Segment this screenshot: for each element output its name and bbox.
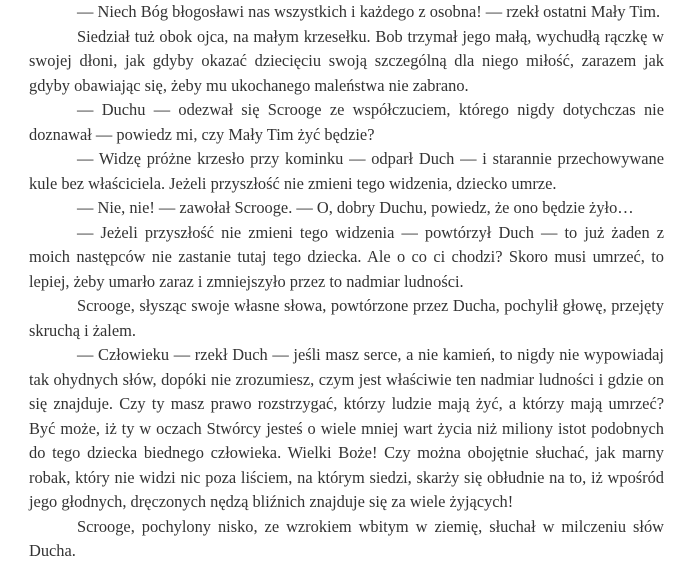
paragraph-clipped-continuation: Scrooge, pochylony nisko, ze wzrokiem wbitym w ziemię, słuchał w milczeniu słów Ducha. (29, 516, 664, 560)
paragraph-ghost-rebuke: — Człowieku — rzekł Duch — jeśli masz serce, a nie kamień, to nigdy nie wypowiadaj tak ohydnych słów, dopóki nie zrozumiesz, czym jest właściwie ten nadmiar ludności i gdzie on się znajduje. Czy ty masz prawo rozstrzygać, którzy ludzie mają żyć, a którzy mają umrzeć? Być może, iż ty w oczach Stwórcy jesteś o wiele mniej wart życia niż miliony istot podobnych do tego dziecka biednego człowieka. Wielki Boże! Czy można obojętnie słuchać, jak marny robak, który nie widzi nic poza liściem, na którym siedzi, skarży się obłudnie na to, iż wpośród jego głodnych, dręczonych nędzą bliźnich znajduje się za wiele żyjących! (29, 345, 664, 511)
paragraph-tim-beside-father: Siedział tuż obok ojca, na małym krzesełku. Bob trzymał jego małą, wychudłą rączkę w swojej dłoni, jak gdyby okazać dziecięciu swoją szczególną dla niego miłość, zarazem jak gdyby obawiając się, żeby mu ukochanego maleństwa nie zabrano. (29, 26, 664, 95)
paragraph-scrooge-pleads: — Nie, nie! — zawołał Scrooge. — O, dobry Duchu, powiedz, że ono będzie żyło… (77, 198, 634, 217)
paragraph-tim-blessing: — Niech Bóg błogosławi nas wszystkich i każdego z osobna! — rzekł ostatni Mały Tim. (77, 2, 661, 21)
document-body (29, 0, 664, 564)
paragraph-scrooge-remorse: Scrooge, słysząc swoje własne słowa, powtórzone przez Ducha, pochylił głowę, przejęty skruchą i żalem. (29, 296, 664, 340)
paragraph-ghost-empty-chair: — Widzę próżne krzesło przy kominku — odparł Duch — i starannie przechowywane kule bez właściciela. Jeżeli przyszłość nie zmieni tego widzenia, dziecko umrze. (29, 149, 664, 193)
paragraph-scrooge-asks: — Duchu — odezwał się Scrooge ze współczuciem, którego nigdy dotychczas nie doznawał — powiedz mi, czy Mały Tim żyć będzie? (29, 100, 664, 144)
paragraph-ghost-repeats: — Jeżeli przyszłość nie zmieni tego widzenia — powtórzył Duch — to już żaden z moich następców nie zastanie tutaj tego dziecka. Ale o co ci chodzi? Skoro musi umrzeć, to lepiej, żeby umarło zaraz i zmniejszyło przez to nadmiar ludności. (29, 222, 664, 291)
